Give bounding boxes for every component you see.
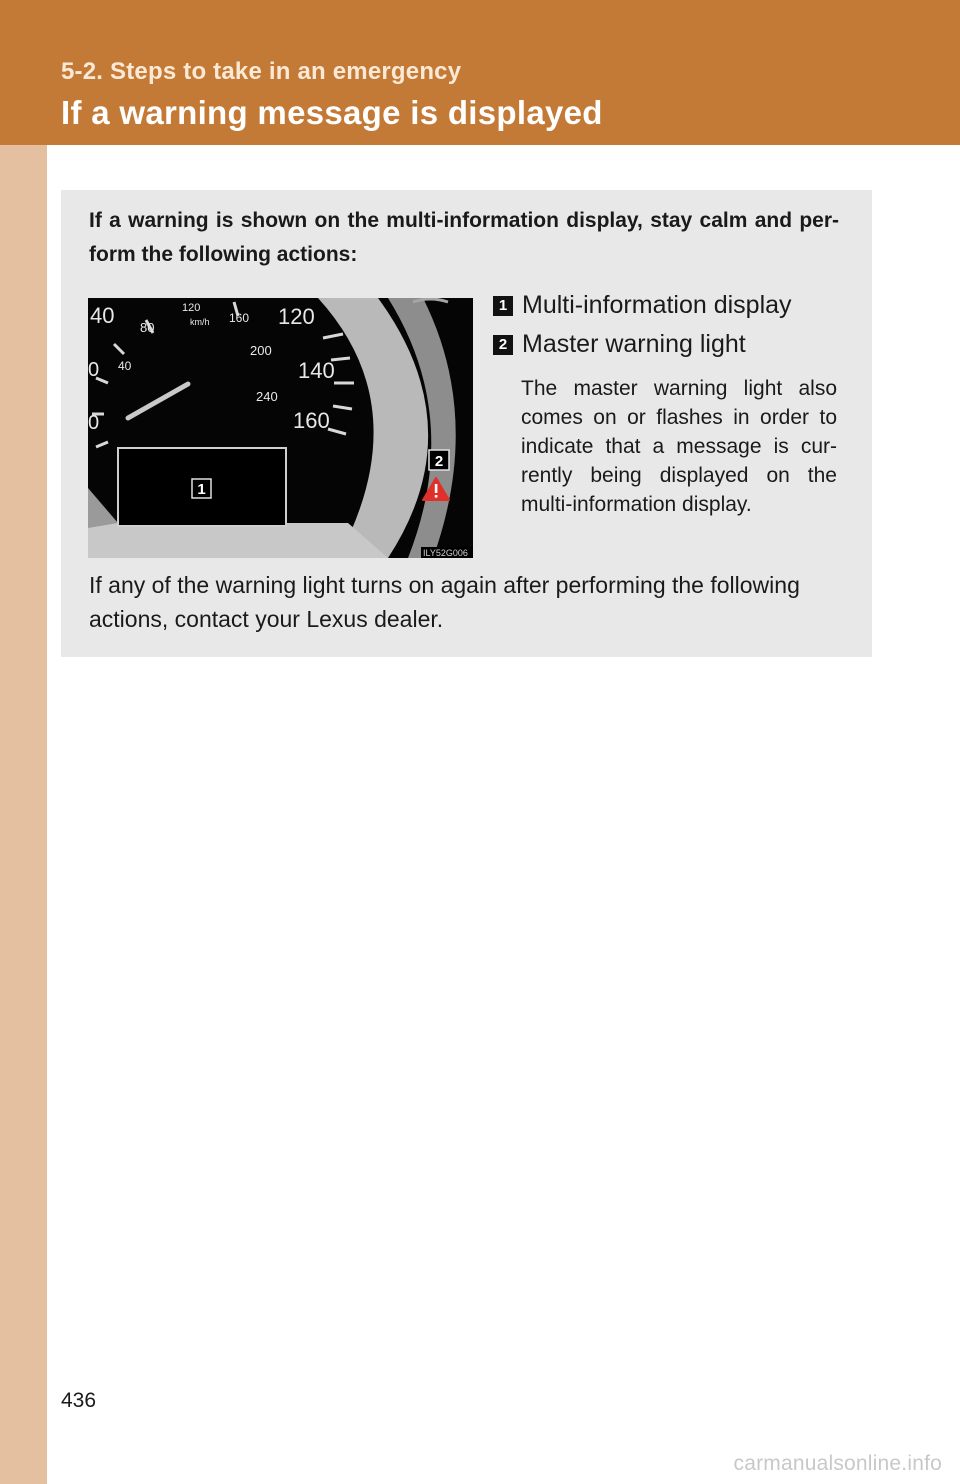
svg-text:240: 240 [256,389,278,404]
svg-text:160: 160 [293,408,330,433]
svg-text:140: 140 [298,358,335,383]
chapter-header [0,0,960,145]
svg-text:200: 200 [250,343,272,358]
instrument-cluster-figure [88,298,473,558]
callout-1: 1 [197,481,206,498]
side-margin-band [0,145,47,1484]
legend-item [493,325,843,364]
svg-text:120: 120 [182,302,201,314]
cluster-illustration [88,298,473,558]
figure-code: ILY52G006 [423,548,468,558]
svg-text:160: 160 [229,311,250,325]
page-number: 436 [61,1389,97,1412]
legend-number-badge: 1 [493,296,513,316]
outro-text: If any of the warning light turns on again after performing the following actions, contact your Lexus dealer. [89,572,800,632]
intro-text: If a warning is shown on the multi-information display, stay calm and per-form the following actions: [89,209,839,266]
legend-item [493,286,843,325]
callout-2: 2 [434,453,444,470]
svg-text:0: 0 [88,412,100,434]
section-label: 5-2. Steps to take in an emergency [61,58,462,85]
svg-text:km/h: km/h [190,317,210,327]
watermark: carmanualsonline.info [733,1452,942,1475]
legend-note: The master warning light also comes on or flashes in order to indicate that a message is cur-rently being displayed on the multi-information display. [521,377,837,516]
svg-text:120: 120 [278,304,315,329]
svg-text:0: 0 [88,359,100,381]
page-title: If a warning message is displayed [61,94,603,131]
figure-legend [493,286,843,519]
legend-number-badge: 2 [493,335,513,355]
legend-label: Multi-information display [522,291,792,319]
info-panel [61,190,872,657]
svg-text:40: 40 [90,303,115,328]
legend-label: Master warning light [522,330,746,358]
svg-text:40: 40 [118,359,132,373]
svg-text:80: 80 [140,320,155,335]
